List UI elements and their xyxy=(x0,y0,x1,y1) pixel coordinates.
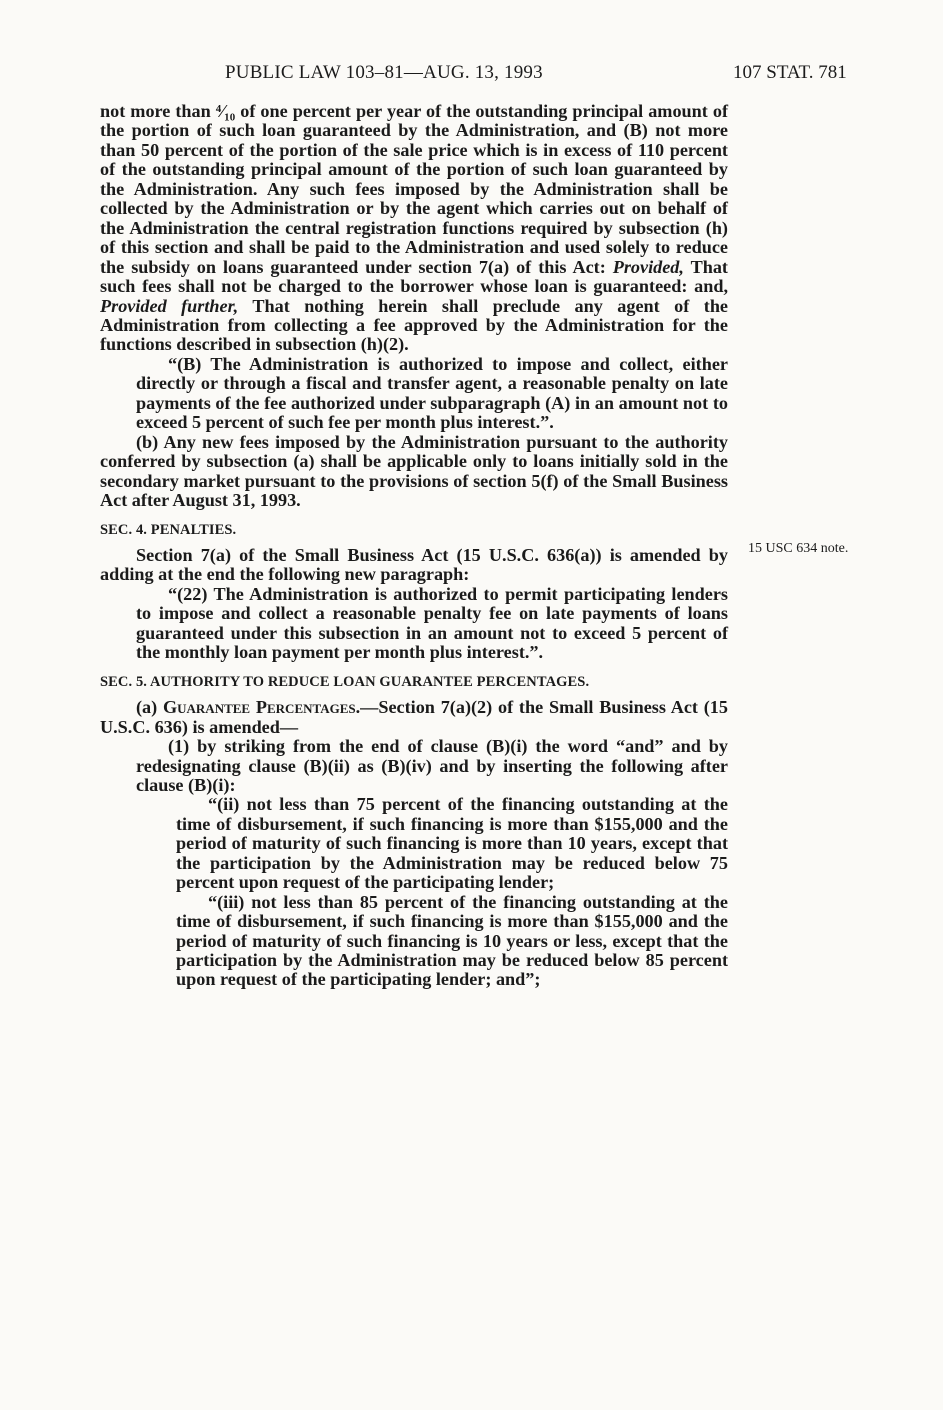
paragraph-subparagraph-b: “(B) The Administration is authorized to impose and collect, either directly or through a fiscal and transfer agent, a reasonable penalty on late payments of the fee authorized under subparagraph (A) in an amount not to exceed 5 percent of such fee per month plus interest.”. xyxy=(136,353,728,433)
paragraph-continuation: not more than ⁴⁄₁₀ of one percent per year of the outstanding principal amount of the portion of such loan guaranteed by the Administration, and (B) not more than 50 percent of the portion of the sale price which is in excess of 110 percent of the outstanding principal amount of the portion of such loan guaranteed by the Administration. Any such fees imposed by the Administration shall be collected by the Administration or by the agent which carries out on behalf of the Administration the central registration functions required by subsection (h) of this section and shall be paid to the Administration and used solely to reduce the subsidy on loans guaranteed under section 7(a) of this Act: Provided, That such fees shall not be charged to the borrower whose loan is guaranteed: and, Provided further, That nothing herein shall preclude any agent of the Administration from collecting a fee approved by the Administration for the functions described in subsection (h)(2). xyxy=(100,101,729,355)
paragraph-subsection-b: (b) Any new fees imposed by the Administration pursuant to the authority conferred by subsection (a) shall be applicable only to loans initially sold in the secondary market pursuant to the provisions of section 5(f) of the Small Business Act after August 31, 1993. xyxy=(100,431,728,511)
paragraph-section-4: Section 7(a) of the Small Business Act (15 U.S.C. 636(a)) is amended by adding at the end the following new paragraph: xyxy=(100,544,728,585)
running-header-title: PUBLIC LAW 103–81—AUG. 13, 1993 xyxy=(225,62,543,83)
paragraph-clause-1: (1) by striking from the end of clause (B)(i) the word “and” and by redesignating clause (B)(ii) as (B)(iv) and by inserting the following after clause (B)(i): xyxy=(136,736,728,795)
running-header-page: 107 STAT. 781 xyxy=(733,62,847,83)
section-5-heading: SEC. 5. AUTHORITY TO REDUCE LOAN GUARANTEE PERCENTAGES. xyxy=(100,673,590,690)
paragraph-clause-ii: “(ii) not less than 75 percent of the financing outstanding at the time of disbursement, if such financing is more than $155,000 and the period of maturity of such financing is more than 10 years, except that the participation by the Administration may be reduced below 75 percent upon request of the participating lender; xyxy=(176,794,728,893)
provided-proviso: Provided, xyxy=(612,256,684,277)
fraction: ⁴⁄₁₀ xyxy=(215,101,236,121)
provided-further-proviso: Provided further, xyxy=(100,295,239,316)
margin-note: 15 USC 634 note. xyxy=(748,541,849,556)
subsection-caption: Guarantee Percentages. xyxy=(163,697,361,718)
paragraph-22: “(22) The Administration is authorized to permit participating lenders to impose and collect a reasonable penalty fee on late payments of loans guaranteed under this subsection in an amount not to exceed 5 percent of the monthly loan payment per month plus interest.”. xyxy=(136,583,728,663)
paragraph-clause-iii: “(iii) not less than 85 percent of the financing outstanding at the time of disbursement, if such financing is more than $155,000 and the period of maturity of such financing is 10 years or less, except that the participation by the Administration may be reduced below 85 percent upon request of the participating lender; and”; xyxy=(176,891,728,990)
paragraph-subsection-a: (a) Guarantee Percentages.—Section 7(a)(2) of the Small Business Act (15 U.S.C. 636) is amended— xyxy=(100,697,728,737)
body-text xyxy=(100,102,728,990)
section-4-heading: SEC. 4. PENALTIES. xyxy=(100,521,237,538)
